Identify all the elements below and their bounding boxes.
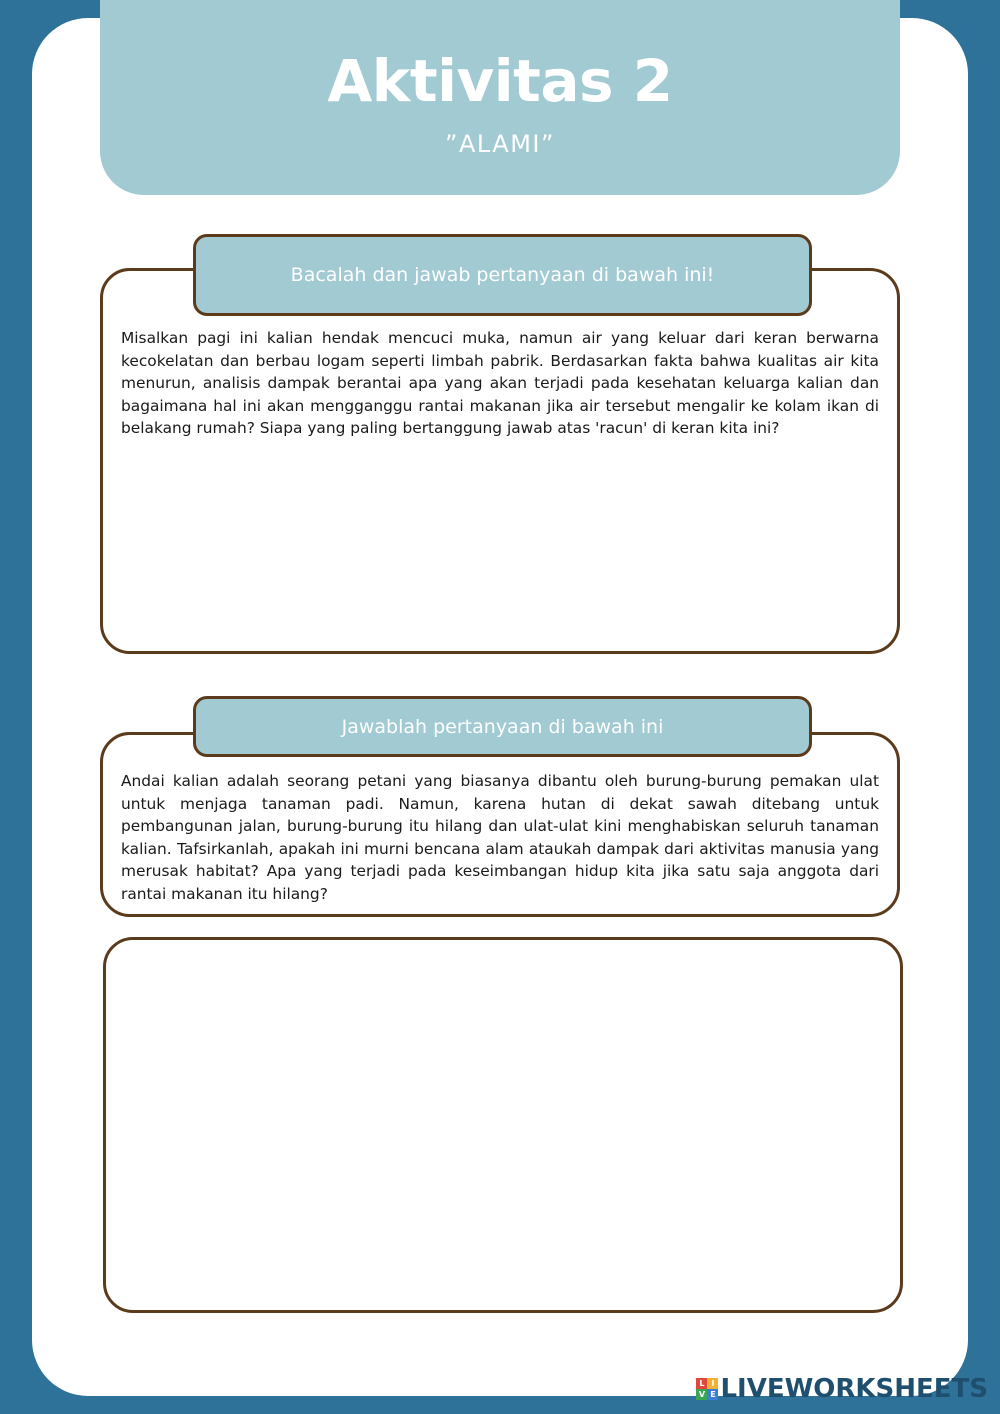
question-1-tab xyxy=(193,234,812,316)
brand-name: LIVEWORKSHEETS xyxy=(720,1374,988,1404)
liveworksheets-mark-icon: L I V E xyxy=(696,1378,718,1400)
answer-2-box[interactable] xyxy=(103,937,903,1313)
liveworksheets-logo xyxy=(696,1372,988,1406)
question-2-tab-label: Jawablah pertanyaan di bawah ini xyxy=(341,715,664,738)
question-1-tab-label: Bacalah dan jawab pertanyaan di bawah ini! xyxy=(290,264,715,286)
question-2-tab xyxy=(193,696,812,757)
question-2-text: Andai kalian adalah seorang petani yang biasanya dibantu oleh burung-burung pemakan ulat untuk menjaga tanaman padi. Namun, karena hutan di dekat sawah ditebang untuk pembangunan jalan, burung-burung itu hilang dan ulat-ulat kini menghabiskan seluruh tanaman kalian. Tafsirkanlah, apakah ini murni bencana alam ataukah dampak dari aktivitas manusia yang merusak habitat? Apa yang terjadi pada keseimbangan hidup kita jika satu saja anggota dari rantai makanan itu hilang? xyxy=(121,772,879,903)
page-subtitle: ”ALAMI” xyxy=(445,130,555,158)
page-title: Aktivitas 2 xyxy=(327,47,673,115)
question-1-text: Misalkan pagi ini kalian hendak mencuci muka, namun air yang keluar dari keran berwarna kecokelatan dan berbau logam seperti limbah pabrik. Berdasarkan fakta bahwa kualitas air kita menurun, analisis dampak berantai apa yang akan terjadi pada kesehatan keluarga kalian dan bagaimana hal ini akan mengganggu rantai makanan jika air tersebut mengalir ke kolam ikan di belakang rumah? Siapa yang paling bertanggung jawab atas 'racun' di keran kita ini? xyxy=(121,329,879,438)
question-1-box[interactable] xyxy=(100,268,900,654)
header-banner xyxy=(100,0,900,195)
